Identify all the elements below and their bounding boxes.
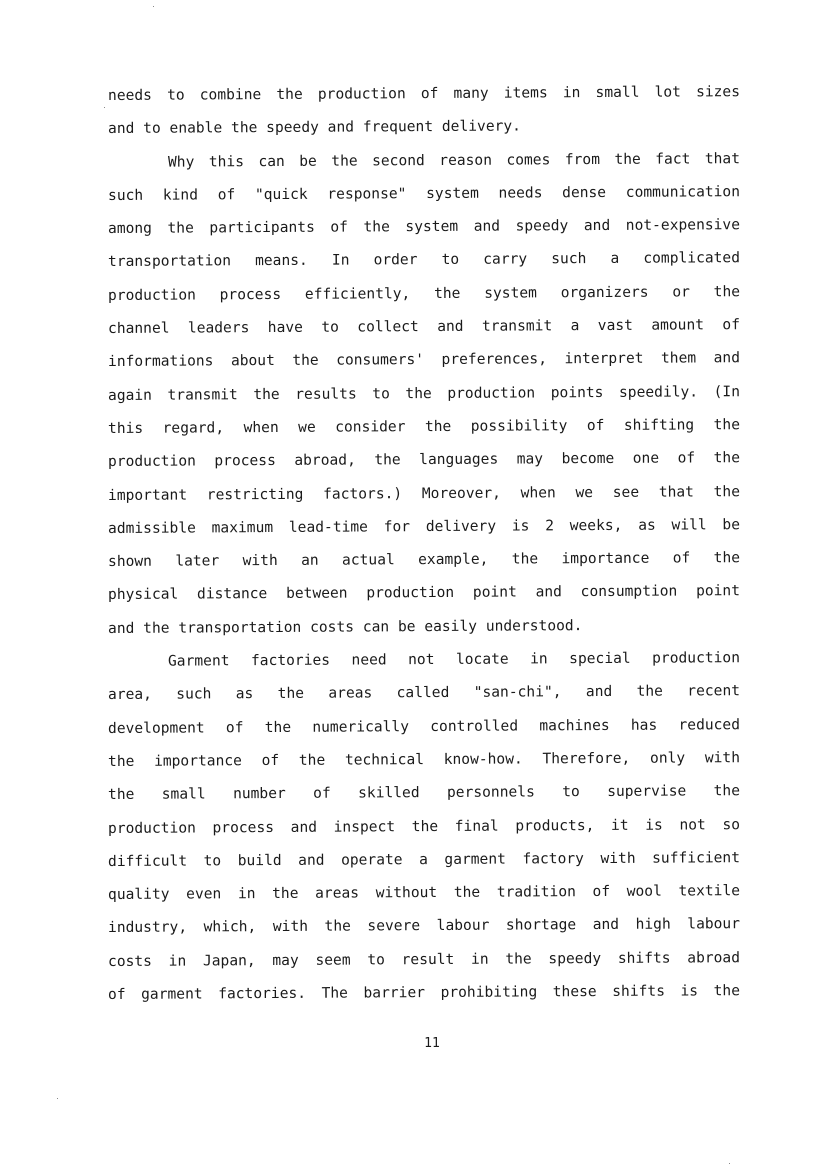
text-line: admissible maximum lead-time for delivery is 2 weeks, as will be: [107, 515, 741, 537]
text-line: among the participants of the system and speedy and not-expensive: [107, 216, 741, 238]
text-line: informations about the consumers' preferences, interpret them and: [107, 349, 741, 371]
scan-speck: [57, 1098, 58, 1099]
paragraph: [108, 645, 740, 1011]
text-line: difficult to build and operate a garment factory with sufficient: [107, 848, 741, 870]
text-line: physical distance between production point and consumption point: [107, 582, 741, 604]
text-line: such kind of "quick response" system needs dense communication: [107, 183, 741, 204]
text-line: of garment factories. The barrier prohibiting these shifts is the: [107, 982, 741, 1004]
text-line: the small number of skilled personnels to supervise the: [107, 782, 741, 804]
text-line: needs to combine the production of many items in small lot sizes: [107, 83, 741, 104]
text-line: Garment factories need not locate in special production: [167, 649, 741, 670]
text-line: the importance of the technical know-how. Therefore, only with: [107, 749, 741, 770]
text-line: Why this can be the second reason comes from the fact that: [167, 149, 741, 171]
text-line: production process efficiently, the system organizers or the: [107, 282, 741, 304]
page-number: 11: [424, 1036, 440, 1051]
text-line: again transmit the results to the production points speedily. (In: [107, 382, 741, 404]
paragraph: [108, 146, 740, 645]
scan-speck: [104, 107, 105, 108]
text-line: production process abroad, the languages may become one of the: [107, 449, 741, 471]
text-line: development of the numerically controlled machines has reduced: [107, 715, 741, 737]
text-line: transportation means. In order to carry such a complicated: [107, 249, 741, 271]
text-line: industry, which, with the severe labour shortage and high labour: [107, 915, 741, 937]
body-text: [108, 79, 740, 1011]
scan-speck: [729, 1163, 730, 1164]
paragraph: [108, 79, 740, 146]
text-line: and the transportation costs can be easily understood.: [107, 616, 583, 637]
text-line: this regard, when we consider the possibility of shifting the: [107, 416, 741, 437]
text-line: quality even in the areas without the tradition of wool textile: [107, 882, 741, 904]
text-line: important restricting factors.) Moreover, when we see that the: [107, 482, 741, 504]
scan-speck: [153, 6, 154, 7]
text-line: area, such as the areas called "san-chi", and the recent: [107, 682, 741, 704]
text-line: shown later with an actual example, the importance of the: [107, 549, 741, 571]
text-line: and to enable the speedy and frequent delivery.: [107, 117, 521, 138]
text-line: channel leaders have to collect and transmit a vast amount of: [107, 316, 741, 338]
text-line: production process and inspect the final products, it is not so: [107, 815, 741, 837]
text-line: costs in Japan, may seem to result in the speedy shifts abroad: [107, 948, 741, 970]
